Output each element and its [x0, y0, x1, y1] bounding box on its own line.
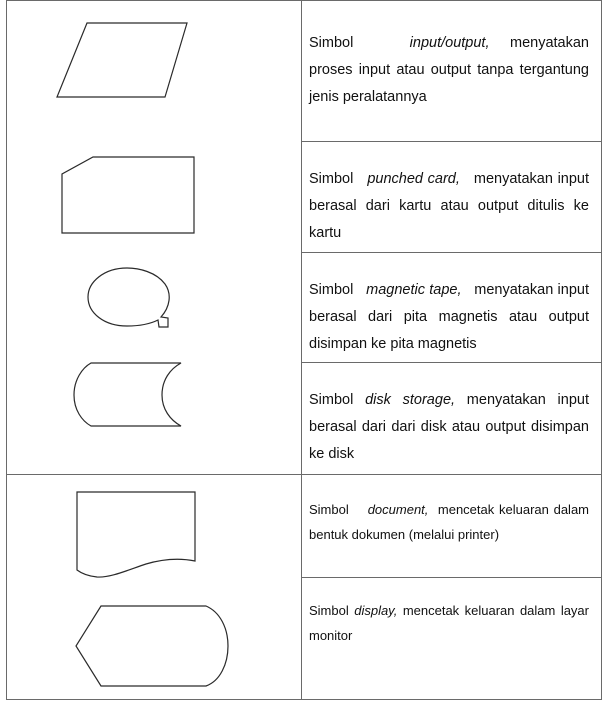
desc-text: menyatakan input berasal dari pita magnetis atau output disimpan ke pita magnetis	[309, 282, 589, 352]
description-display	[309, 598, 589, 648]
desc-term: punched card,	[367, 171, 460, 187]
desc-text: menyatakan proses input atau output tanpa tergantung jenis peralatannya	[309, 35, 589, 105]
display-icon	[76, 606, 228, 686]
description-magnetic-tape	[309, 277, 589, 358]
desc-term: display,	[354, 603, 398, 618]
desc-prefix: Simbol	[309, 392, 354, 408]
desc-term: disk storage,	[365, 392, 456, 408]
input-output-parallelogram-icon	[57, 23, 187, 97]
description-punched-card	[309, 166, 589, 247]
desc-text: mencetak keluaran dalam bentuk dokumen (melalui printer)	[309, 502, 589, 542]
description-document	[309, 497, 589, 547]
description-input-output	[309, 30, 589, 111]
desc-term: document,	[367, 502, 429, 517]
desc-text: menyatakan input berasal dari kartu atau output ditulis ke kartu	[309, 171, 590, 241]
punched-card-icon	[62, 157, 194, 233]
desc-prefix: Simbol	[309, 603, 349, 618]
desc-prefix: Simbol	[309, 35, 354, 51]
desc-term: input/output,	[409, 35, 490, 51]
desc-text: mencetak keluaran dalam layar monitor	[309, 603, 589, 643]
desc-prefix: Simbol	[309, 282, 354, 298]
desc-text: menyatakan input berasal dari dari disk atau output disimpan ke disk	[309, 392, 589, 462]
document-icon	[77, 492, 195, 577]
disk-storage-icon	[74, 363, 181, 426]
description-disk-storage	[309, 387, 589, 468]
desc-term: magnetic tape,	[366, 282, 462, 298]
magnetic-tape-icon	[88, 268, 169, 327]
desc-prefix: Simbol	[309, 502, 349, 517]
desc-prefix: Simbol	[309, 171, 354, 187]
